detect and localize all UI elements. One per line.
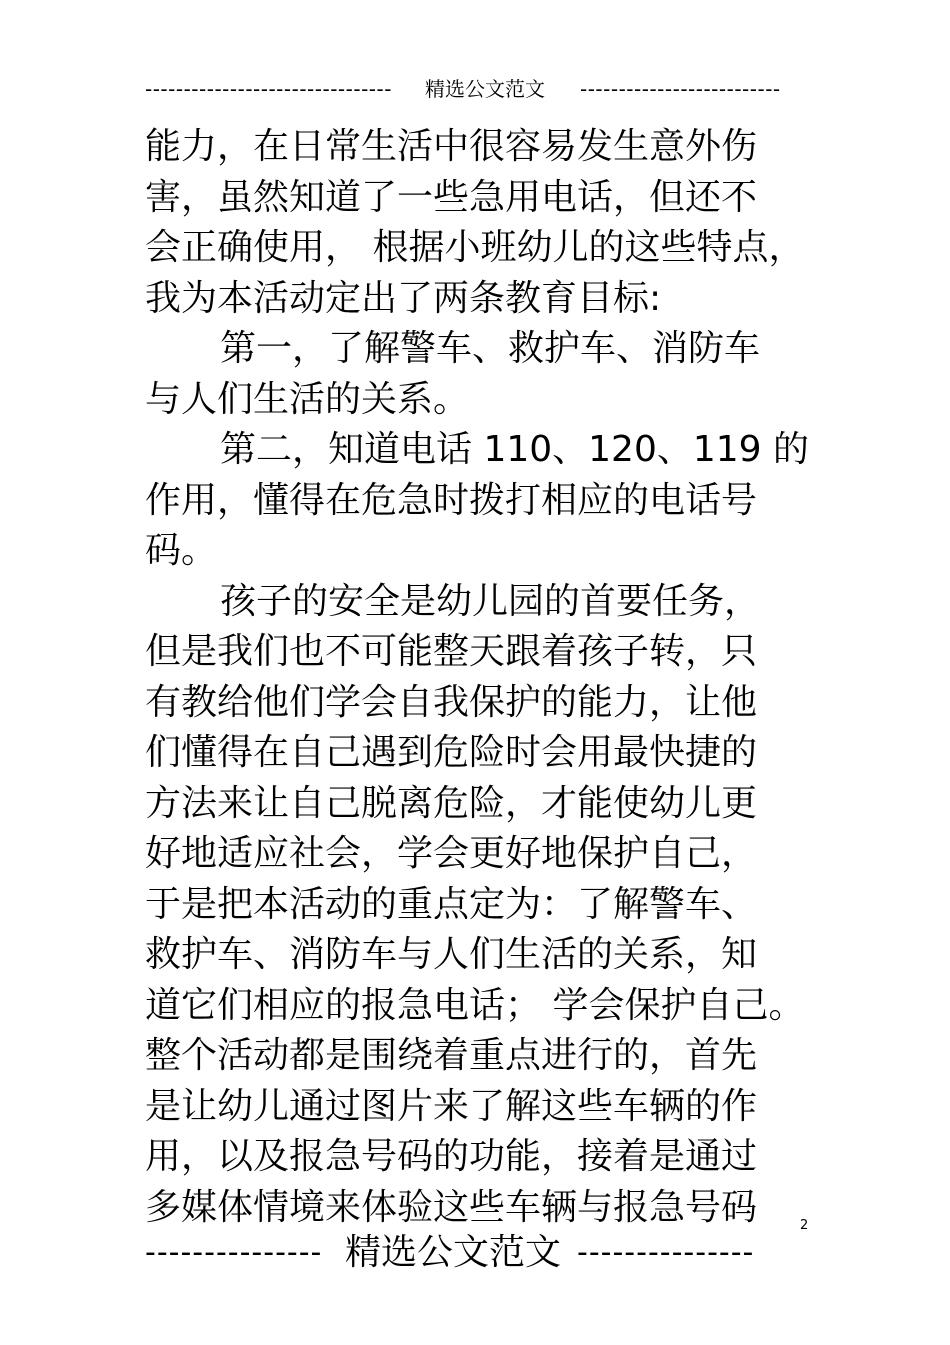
text-line: 与人们生活的关系。 <box>145 378 470 420</box>
text-line: 作用，懂得在危急时拨打相应的电话号 <box>145 479 758 521</box>
text-line: 有教给他们学会自我保护的能力，让他 <box>145 681 758 723</box>
text-line: 码。 <box>145 530 218 571</box>
text-line: 方法来让自己脱离危险，才能使幼儿更 <box>145 782 758 824</box>
page-header <box>145 74 785 104</box>
header-divider-left: -------------------------------- <box>145 77 392 101</box>
text-line: 害，虽然知道了一些急用电话，但还不 <box>145 176 758 218</box>
text-line: 第二，知道电话 110、120、119 的 <box>220 429 810 470</box>
header-divider-right: -------------------------- <box>580 77 781 101</box>
text-line: 救护车、消防车与人们生活的关系，知 <box>145 934 758 975</box>
text-line: 整个活动都是围绕着重点进行的，首先 <box>145 1035 758 1076</box>
footer-divider-left: --------------- <box>145 1235 323 1270</box>
text-line: 是让幼儿通过图片来了解这些车辆的作 <box>145 1085 758 1127</box>
text-line: 于是把本活动的重点定为：了解警车、 <box>145 883 758 925</box>
text-line: 孩子的安全是幼儿园的首要任务， <box>220 580 761 622</box>
text-line: 第一，了解警车、救护车、消防车 <box>220 328 761 369</box>
text-line: 好地适应社会，学会更好地保护自己， <box>145 833 758 874</box>
text-line: 道它们相应的报急电话； 学会保护自己。 <box>145 984 805 1026</box>
text-line: 会正确使用， 根据小班幼儿的这些特点， <box>145 227 805 268</box>
page-number: 2 <box>800 1218 809 1233</box>
text-line: 们懂得在自己遇到危险时会用最快捷的 <box>145 732 758 773</box>
header-title: 精选公文范文 <box>425 77 545 101</box>
document-body <box>145 122 825 1233</box>
text-line: 我为本活动定出了两条教育目标: <box>145 277 662 319</box>
footer-title: 精选公文范文 <box>345 1232 562 1273</box>
text-line: 但是我们也不可能整天跟着孩子转，只 <box>145 631 758 672</box>
text-line: 多媒体情境来体验这些车辆与报急号码 <box>145 1186 758 1228</box>
footer-divider-right: --------------- <box>577 1235 755 1270</box>
text-line: 能力，在日常生活中很容易发生意外伤 <box>145 126 758 167</box>
text-line: 用，以及报急号码的功能，接着是通过 <box>145 1136 758 1177</box>
page-footer <box>145 1228 785 1278</box>
